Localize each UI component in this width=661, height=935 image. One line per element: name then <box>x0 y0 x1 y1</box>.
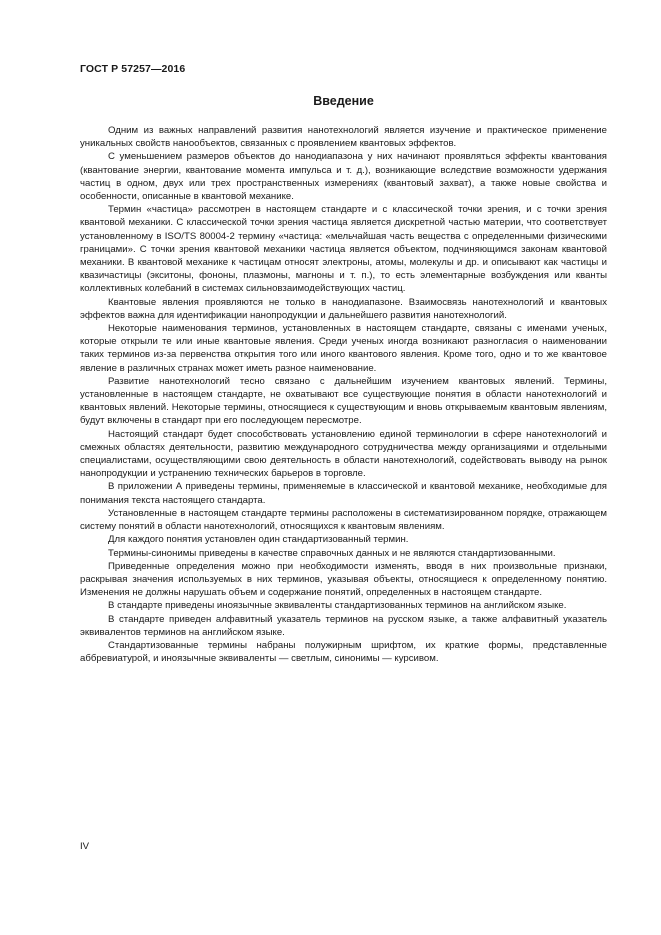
section-title: Введение <box>313 94 374 108</box>
page-number: IV <box>80 841 90 852</box>
paragraph: Некоторые наименования терминов, установленных в настоящем стандарте, связаны с именами ученых, которые открыли те или иные квантовые явления. Среди ученых иногда возникают разногласия о наименовании таких терминов из-за первенства открытия того или иного квантового явления. Кроме того, одно и то же квантовое явление в различных странах может иметь разное наименование. <box>80 323 607 374</box>
paragraph: Стандартизованные термины набраны полужирным шрифтом, их краткие формы, представленные аббревиатурой, и иноязычные эквиваленты — светлым, синонимы — курсивом. <box>80 639 607 665</box>
paragraph: Квантовые явления проявляются не только в нанодиапазоне. Взаимосвязь нанотехнологий и квантовых эффектов важна для идентификации нанопродукции и дальнейшего развития нанотехнологий. <box>80 296 607 321</box>
paragraph: Приведенные определения можно при необходимости изменять, вводя в них произвольные признаки, раскрывая значения используемых в них терминов, указывая объекты, относящиеся к определенному понятию. Изменения не должны нарушать объем и содержание понятий, определенных в настоящем стандарте. <box>80 560 607 599</box>
paragraph: Термин «частица» рассмотрен в настоящем стандарте и с классической точки зрения, и с точки зрения квантовой механики. С классической точки зрения частица является дискретной частью материи, что соответствует установленному в ISO/TS 80004-2 термину «частица: «мельчайшая часть вещества с определенными физическими границами». С точки зрения квантовой механики частица является объектом, подчиняющимся законам квантовой механики. В квантовой механике к частицам относят электроны, атомы, молекулы и др. и описывают как частицы и квазичастицы (экситоны, фононы, плазмоны, магноны и т. п.), то есть элементарные возбуждения или кванты коллективных колебаний в системах сильновзаимодействующих частиц. <box>80 204 607 295</box>
document-standard-id: ГОСТ Р 57257—2016 <box>80 63 186 75</box>
paragraph: Развитие нанотехнологий тесно связано с дальнейшим изучением квантовых явлений. Термины, установленные в настоящем стандарте, не охватывают все существующие понятия в области нанотехнологий и квантовых явлений. Некоторые термины, относящиеся к существующим и вновь открываемым квантовым явлениям, будут включены в стандарт при его последующем пересмотре. <box>80 375 607 427</box>
paragraph: Одним из важных направлений развития нанотехнологий является изучение и практическое применение уникальных свойств нанообъектов, связанных с проявлением квантовых эффектов. <box>80 125 607 150</box>
paragraph: В приложении А приведены термины, применяемые в классической и квантовой механике, необходимые для понимания текста настоящего стандарта. <box>80 481 607 506</box>
paragraph: С уменьшением размеров объектов до нанодиапазона у них начинают проявляться эффекты квантования (квантование энергии, квантование момента импульса и т. д.), возникающие вследствие возможности удержания частиц в одном, двух или трех пространственных измерениях (квантовый захват), а также новые свойства и особенности, описанные в квантовой механике. <box>80 151 607 203</box>
paragraph: В стандарте приведены иноязычные эквиваленты стандартизованных терминов на английском языке. <box>108 600 567 612</box>
paragraph: Термины-синонимы приведены в качестве справочных данных и не являются стандартизованными. <box>108 547 556 559</box>
paragraph: Настоящий стандарт будет способствовать установлению единой терминологии в сфере нанотехнологий и смежных областях деятельности, развитию международного сотрудничества между организациями и отдельными специалистами, осуществляющими свою деятельность в области нанотехнологий, содействовать выводу на рынок нанопродукции и устранению технических барьеров в торговле. <box>80 428 607 480</box>
paragraph: В стандарте приведен алфавитный указатель терминов на русском языке, а также алфавитный указатель эквивалентов терминов на английском языке. <box>80 613 607 638</box>
paragraph: Для каждого понятия установлен один стандартизованный термин. <box>108 534 409 546</box>
introduction-body <box>80 124 607 665</box>
paragraph: Установленные в настоящем стандарте термины расположены в систематизированном порядке, отражающем систему понятий в области нанотехнологий, относящихся к квантовым явлениям. <box>80 507 607 533</box>
